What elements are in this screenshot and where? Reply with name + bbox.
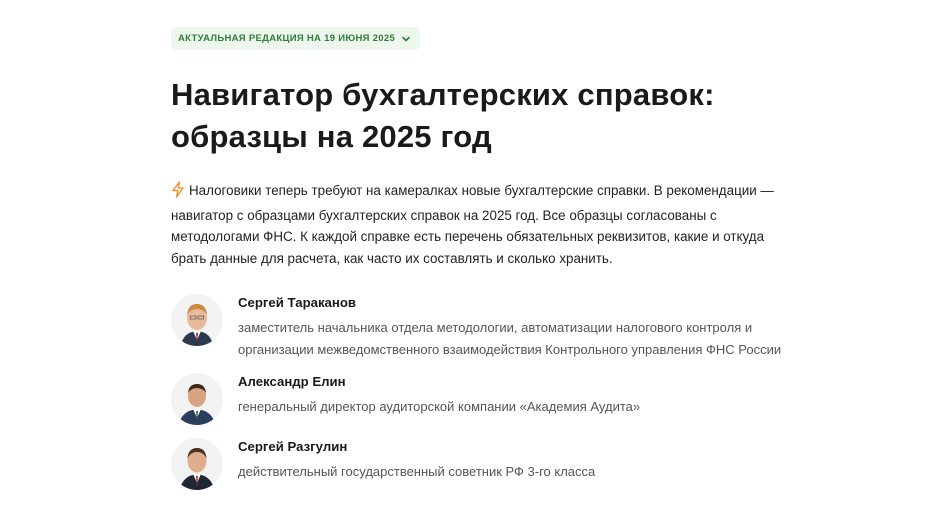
lead-paragraph (171, 180, 786, 269)
avatar (171, 294, 223, 346)
expert-name: Сергей Тараканов (238, 295, 357, 311)
avatar (171, 373, 223, 425)
expert-role: генеральный директор аудиторской компании «Академия Аудита» (238, 399, 641, 415)
edition-badge-label: АКТУАЛЬНАЯ РЕДАКЦИЯ НА 19 ИЮНЯ 2025 (178, 33, 396, 44)
expert-role: действительный государственный советник РФ 3-го класса (238, 464, 596, 480)
expert-item (171, 373, 811, 425)
experts-list (171, 294, 811, 490)
expert-item (171, 294, 811, 360)
article-header (171, 27, 811, 503)
lead-text: Налоговики теперь требуют на камералках новые бухгалтерские справки. В рекомендации — навигатор с образцами бухгалтерских справок на 2025 год. Все образцы согласованы с методологами ФНС. К каждой справке есть перечень обязательных реквизитов, какие и откуда брать данные для расчета, как часто их составлять и сколько хранить. (171, 183, 774, 266)
lightning-icon (171, 181, 185, 205)
avatar (171, 438, 223, 490)
chevron-down-icon (401, 34, 411, 44)
page-title: Навигатор бухгалтерских справок: образцы на 2025 год (171, 77, 715, 154)
expert-item (171, 438, 811, 490)
expert-role: заместитель начальника отдела методологии, автоматизации налогового контроля и организации межведомственного взаимодействия Контрольного управления ФНС России (238, 320, 782, 357)
expert-name: Сергей Разгулин (238, 439, 348, 455)
edition-badge[interactable] (171, 27, 420, 50)
expert-name: Александр Елин (238, 374, 346, 390)
